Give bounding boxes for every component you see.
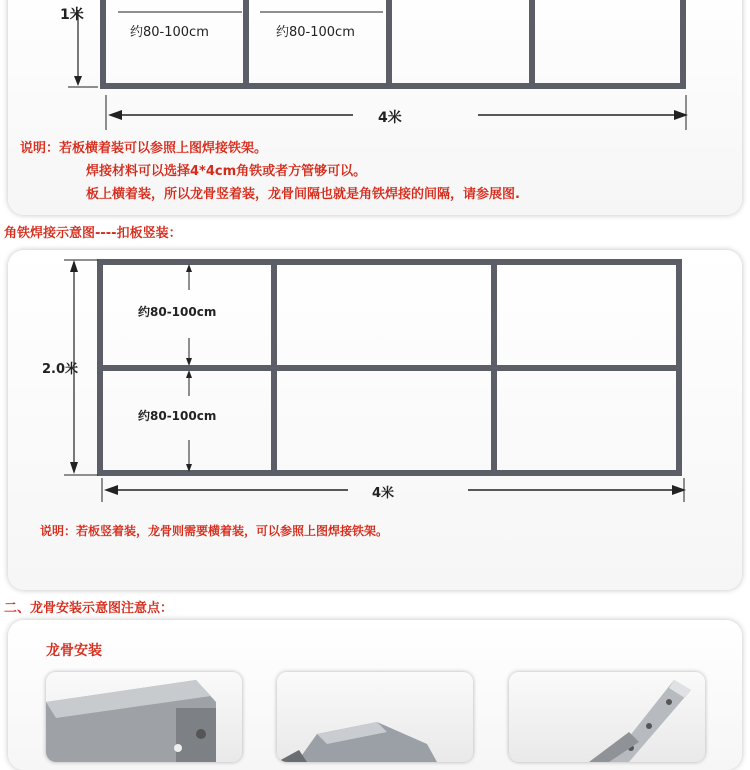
height-label: 1米 xyxy=(60,7,84,23)
note-line: 板上横着装，所以龙骨竖着装，龙骨间隔也就是角铁焊接的间隔，请参展图. xyxy=(86,187,520,202)
width-label: 4米 xyxy=(372,486,395,501)
height-label: 2.0米 xyxy=(42,362,79,377)
span-label: 约80-100cm xyxy=(138,305,217,319)
keel-hanger-photo xyxy=(509,672,705,762)
span-label: 约80-100cm xyxy=(130,25,209,40)
keel-connector-photo xyxy=(277,672,473,762)
width-label: 4米 xyxy=(378,110,402,126)
span-label: 约80-100cm xyxy=(138,409,217,423)
note-line: 说明：若板竖着装，龙骨则需要横着装，可以参照上图焊接铁架。 xyxy=(40,524,389,538)
vertical-install-panel xyxy=(8,250,742,590)
note-line: 说明：若板横着装可以参照上图焊接铁架。 xyxy=(20,141,268,156)
subsection-title: 龙骨安装 xyxy=(46,643,102,659)
span-label: 约80-100cm xyxy=(276,25,355,40)
section-title: 二、龙骨安装示意图注意点： xyxy=(4,601,174,616)
section-title: 角铁焊接示意图----扣板竖装： xyxy=(4,226,182,241)
note-line: 焊接材料可以选择4*4cm角铁或者方管够可以。 xyxy=(86,164,367,179)
horizontal-install-panel xyxy=(8,0,742,215)
keel-bracket-photo xyxy=(46,672,242,762)
